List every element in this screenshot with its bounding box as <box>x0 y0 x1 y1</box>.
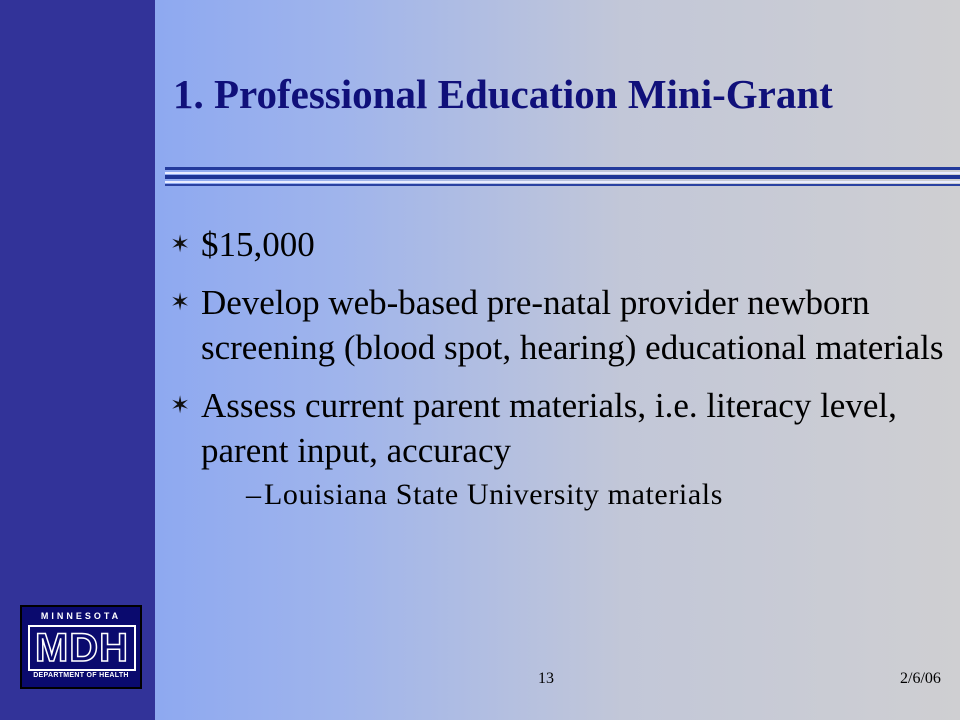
bullet-text: Develop web-based pre-natal provider newborn screening (blood spot, hearing) educational materials <box>201 283 944 367</box>
logo-state-text: MINNESOTA <box>40 611 122 621</box>
star-icon: ✶ <box>170 391 191 419</box>
bullet-item <box>170 222 960 267</box>
star-icon: ✶ <box>170 230 191 258</box>
sub-bullet-item <box>201 476 960 514</box>
star-icon: ✶ <box>170 288 191 316</box>
logo-acronym: MDH <box>28 625 136 671</box>
sub-bullet-text: Louisiana State University materials <box>264 478 723 511</box>
page-number: 13 <box>538 670 554 687</box>
slide-title: 1. Professional Education Mini-Grant <box>173 71 833 117</box>
title-divider <box>165 167 960 187</box>
slide-date: 2/6/06 <box>900 670 941 687</box>
dash-marker: – <box>246 478 262 511</box>
mdh-logo <box>20 605 142 689</box>
bullet-text: $15,000 <box>201 225 315 264</box>
bullet-list <box>170 222 960 527</box>
logo-department-text: DEPARTMENT OF HEALTH <box>33 672 129 679</box>
bullet-item <box>170 383 960 514</box>
bullet-item <box>170 280 960 370</box>
bullet-text: Assess current parent materials, i.e. literacy level, parent input, accuracy <box>201 386 897 470</box>
